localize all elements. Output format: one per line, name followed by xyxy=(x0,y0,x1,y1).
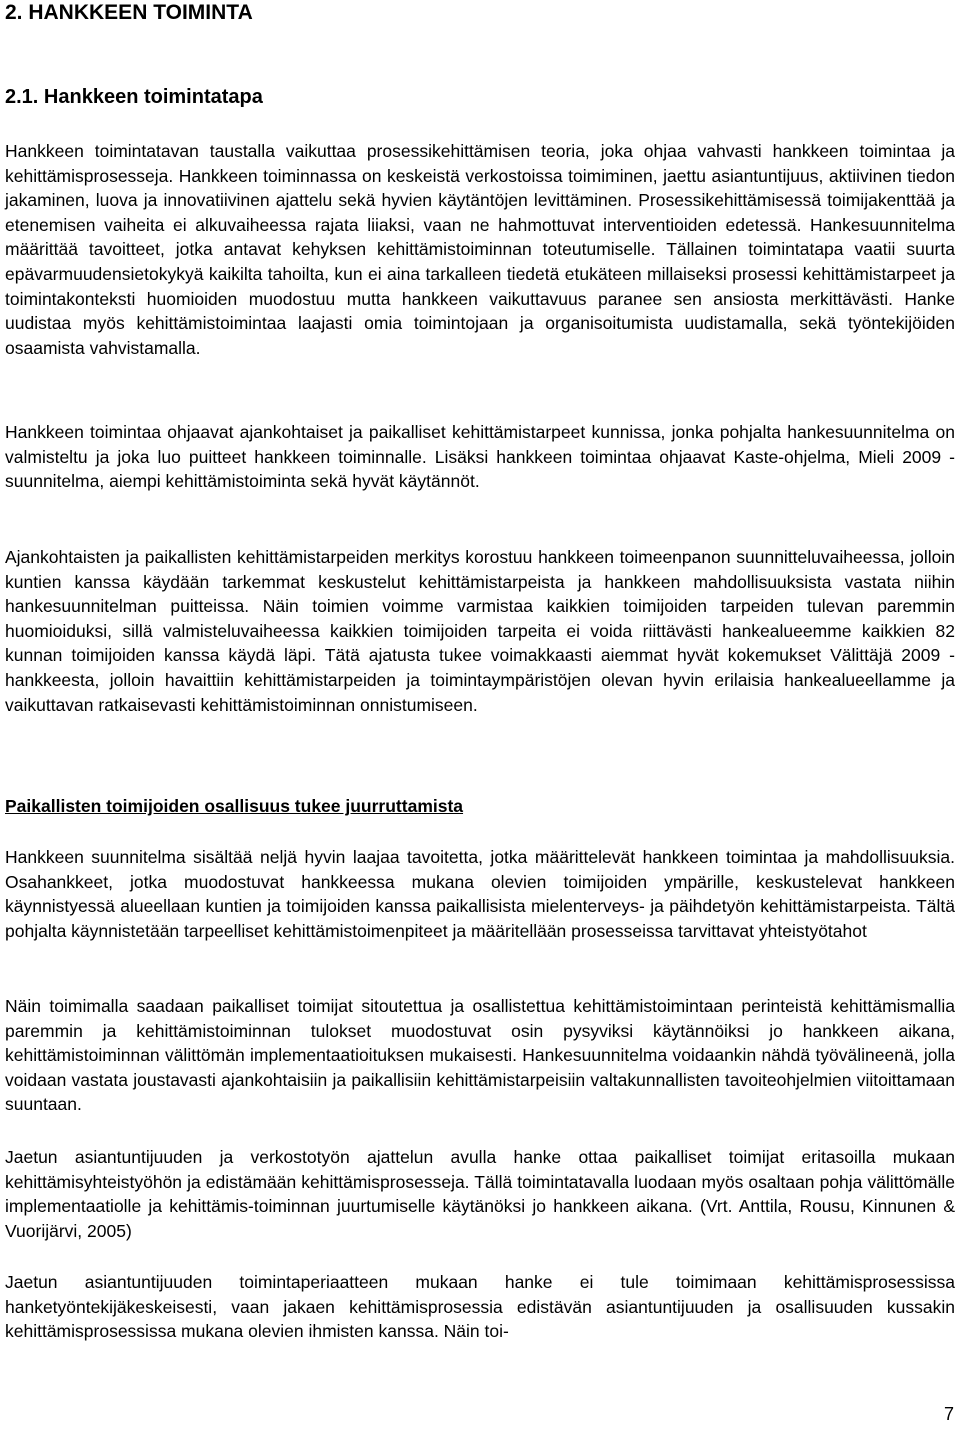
subheading: Paikallisten toimijoiden osallisuus tukee juurruttamista xyxy=(5,796,464,816)
sub-paragraph-3: Jaetun asiantuntijuuden ja verkostotyön ajattelun avulla hanke ottaa paikalliset toimijat eritasoilla mukaan kehittämisyhteistyöhön ja edistämään kehittämisprosesseja. Tällä toimintatavalla luodaan myös osaltaan pohja välittömälle implementaatiolle ja kehittämis-toiminnan juurtumiselle käytänöksi jo hankkeen aikana. (Vrt. Anttila, Rousu, Kinnunen & Vuorijärvi, 2005) xyxy=(5,1147,955,1241)
chapter-heading: 2. HANKKEEN TOIMINTA xyxy=(5,1,253,24)
sub-paragraph-4: Jaetun asiantuntijuuden toimintaperiaatteen mukaan hanke ei tule toimimaan kehittämisprosessissa hanketyöntekijäkeskeisesti, vaan jakaen kehittämisprosessia edistävän asiantuntijuuden ja osallisuuden kussakin kehittämisprosessissa mukana olevien ihmisten kanssa. Näin toi- xyxy=(5,1272,955,1342)
paragraph-2: Hankkeen toimintaa ohjaavat ajankohtaiset ja paikalliset kehittämistarpeet kunnissa, jonka pohjalta hankesuunnitelma on valmisteltu ja joka luo puitteet hankkeen toiminnalle. Lisäksi hankkeen toimintaa ohjaavat Kaste-ohjelma, Mieli 2009 -suunnitelma, aiempi kehittämistoiminta sekä hyvät käytännöt. xyxy=(5,422,955,492)
paragraph-1: Hankkeen toimintatavan taustalla vaikuttaa prosessikehittämisen teoria, joka ohjaa vahvasti hankkeen toimintaa ja kehittämisprosesseja. Hankkeen toiminnassa on keskeistä verkostoissa toimiminen, jaettu asiantuntijuus, aktiivinen tiedon jakaminen, luova ja innovatiivinen ajattelu sekä hyvien käytäntöjen levittäminen. Prosessikehittämisessä toimijakenttää ja etenemisen vaiheita ei alkuvaiheessa rajata liiaksi, vaan ne hahmottuvat interventioiden edetessä. Hankesuunnitelma määrittää tavoitteet, jotka antavat kehyksen kehittämistoiminnan toteutumiselle. Tällainen toimintatapa vaatii suurta epävarmuudensietokykyä kaikilta tahoilta, kun ei aina tarkalleen tiedetä etukäteen millaiseksi prosessi kehittämistarpeet ja toimintakonteksti huomioiden muodostuu mutta hankkeen vaikuttavuus paranee sen ansiosta merkittävästi. Hanke uudistaa myös kehittämistoimintaa laajasti omia toimintojaan ja organisoitumista uudistamalla, sekä työntekijöiden osaamista vahvistamalla. xyxy=(5,141,955,358)
sub-paragraph-1: Hankkeen suunnitelma sisältää neljä hyvin laajaa tavoitetta, jotka määrittelevät hankkeen toimintaa ja mahdollisuuksia. Osahankkeet, jotka muodostuvat hankkeessa mukana olevien toimijoiden ympärille, keskustelevat hankkeen käynnistyessä alueellaan kuntien ja toimijoiden kanssa paikallisista mielenterveys- ja päihdetyön kehittämistarpeista. Tältä pohjalta käynnistetään tarpeelliset kehittämistoimenpiteet ja määritellään prosesseissa tarvittavat yhteistyötahot xyxy=(5,847,955,941)
section-heading: 2.1. Hankkeen toimintatapa xyxy=(5,86,263,108)
paragraph-3: Ajankohtaisten ja paikallisten kehittämistarpeiden merkitys korostuu hankkeen toimeenpanon suunnitteluvaiheessa, jolloin kuntien kanssa käydään tarkemmat keskustelut kehittämistarpeista ja hankkeen mahdollisuuksista vastata niihin hankesuunnitelman puitteissa. Näin toimien voimme varmistaa kaikkien toimijoiden tarpeiden tulevan paremmin huomioiduksi, sillä valmisteluvaiheessa kaikkien toimijoiden tarpeita ei voida riittävästi hankealueemme kaikkien 82 kunnan toimijoiden kanssa käydä läpi. Tätä ajatusta tukee voimakkaasti aiemmat hyvät kokemukset Välittäjä 2009 -hankkeesta, jolloin havaittiin kehittämistarpeiden ja toimintaympäristöjen olevan hyvin erilaisia hankealueellamme ja vaikuttavan ratkaisevasti kehittämistoiminnan onnistumiseen. xyxy=(5,547,955,715)
page-number: 7 xyxy=(943,1404,954,1424)
sub-paragraph-2: Näin toimimalla saadaan paikalliset toimijat sitoutettua ja osallistettua kehittämistoimintaan perinteistä kehittämismallia paremmin ja kehittämistoiminnan tulokset muodostuvat osin pysyviksi käytännöiksi jo hankkeen aikana, kehittämistoiminnan välittömän implementaatioituksen mukaisesti. Hankesuunnitelma voidaankin nähdä työvälineenä, jolla voidaan vastata joustavasti ajankohtaisiin ja paikallisiin kehittämistarpeisiin valtakunnallisten tavoiteohjelmien viitoittamaan suuntaan. xyxy=(5,996,955,1115)
